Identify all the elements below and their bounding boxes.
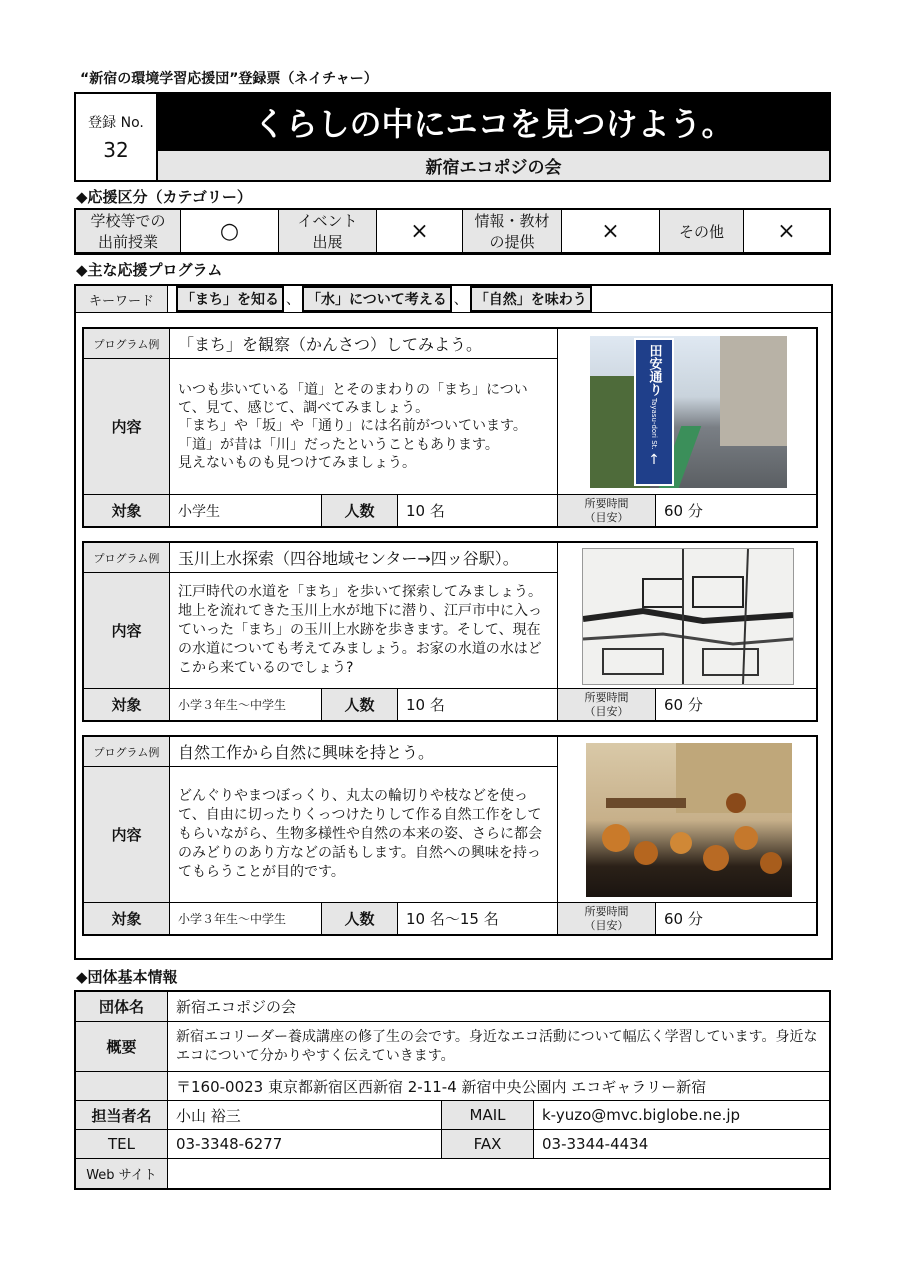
program-photo-cell bbox=[558, 543, 816, 689]
registration-label: 登録 No. bbox=[88, 115, 144, 131]
info-name-label: 団体名 bbox=[76, 992, 168, 1022]
program-time-label-line: 所要時間 bbox=[584, 905, 629, 919]
program-example-label: プログラム例 bbox=[84, 543, 170, 573]
program-content-label: 内容 bbox=[84, 573, 170, 689]
registration-number: 32 bbox=[103, 138, 129, 162]
info-address-label bbox=[76, 1072, 168, 1101]
category-mark-other: × bbox=[744, 210, 829, 253]
category-mark-info: × bbox=[562, 210, 660, 253]
info-mail-label: MAIL bbox=[442, 1101, 534, 1130]
program-time-label bbox=[558, 903, 656, 934]
info-address: 〒160-0023 東京都新宿区西新宿 2-11-4 新宿中央公園内 エコギャラリー新宿 bbox=[168, 1072, 829, 1101]
program-target: 小学３年生～中学生 bbox=[170, 903, 322, 934]
program-content-label: 内容 bbox=[84, 767, 170, 903]
category-label-line: 出展 bbox=[312, 233, 343, 251]
category-label-line: 出前授業 bbox=[97, 233, 158, 251]
info-web bbox=[168, 1159, 829, 1188]
program-time-label-line: （目安） bbox=[584, 510, 629, 524]
org-banner: 新宿エコポジの会 bbox=[158, 150, 829, 180]
category-label-line: の提供 bbox=[489, 233, 535, 251]
old-map-image bbox=[582, 548, 794, 685]
street-building bbox=[720, 336, 787, 446]
program-time-label bbox=[558, 495, 656, 526]
info-table bbox=[74, 990, 831, 1190]
info-tel: 03-3348-6277 bbox=[168, 1130, 442, 1159]
program-photo-cell bbox=[558, 737, 816, 903]
program-target-label: 対象 bbox=[84, 689, 170, 720]
info-tel-label: TEL bbox=[76, 1130, 168, 1159]
street-sign bbox=[634, 338, 674, 486]
program-time: 60 分 bbox=[664, 696, 703, 714]
program-content-label: 内容 bbox=[84, 359, 170, 495]
category-label-line: 情報・教材 bbox=[474, 212, 550, 230]
program-count-label: 人数 bbox=[322, 689, 398, 720]
street-photo bbox=[590, 336, 787, 488]
program-count-label: 人数 bbox=[322, 903, 398, 934]
category-label-other: その他 bbox=[660, 210, 744, 253]
street-sign-roman: Tayasu-dori St. bbox=[650, 398, 658, 450]
info-summary: 新宿エコリーダー養成講座の修了生の会です。身近なエコ活動について幅広く学習しています。身近なエコについて分かりやすく伝えていきます。 bbox=[168, 1022, 829, 1072]
info-summary-label: 概要 bbox=[76, 1022, 168, 1072]
program-target: 小学生 bbox=[170, 495, 322, 526]
info-fax-label: FAX bbox=[442, 1130, 534, 1159]
program-count: 10 名 bbox=[398, 689, 558, 720]
program-example-label: プログラム例 bbox=[84, 329, 170, 359]
program-content: いつも歩いている「道」とそのまわりの「まち」について、見て、感じて、調べてみましょう。 「まち」や「坂」や「通り」には名前がついています。 「道」が昔は「川」だったということもあります。 見えないものも見つけてみましょう。 bbox=[170, 359, 558, 495]
info-name: 新宿エコポジの会 bbox=[168, 992, 829, 1022]
program-count: 10 名～15 名 bbox=[398, 903, 558, 934]
category-mark-event: × bbox=[377, 210, 463, 253]
keyword-label: キーワード bbox=[76, 286, 168, 312]
program-target-label: 対象 bbox=[84, 903, 170, 934]
keyword-tag: 「水」について考える bbox=[302, 286, 452, 312]
category-label-line: 学校等での bbox=[90, 212, 166, 230]
keyword-row bbox=[76, 286, 831, 313]
page-title: くらしの中にエコを見つけよう。 bbox=[158, 94, 829, 150]
keyword-list bbox=[176, 288, 596, 310]
info-fax: 03-3344-4434 bbox=[534, 1130, 829, 1159]
acorn-craft-photo bbox=[586, 743, 792, 897]
category-table bbox=[74, 208, 831, 255]
category-mark-outreach: ○ bbox=[181, 210, 279, 253]
street-sign-name: 田安通り bbox=[646, 344, 662, 396]
program-content: どんぐりやまつぼっくり、丸太の輪切りや枝などを使って、自由に切ったりくっつけたりして作る自然工作をしてもらいながら、生物多様性や自然の本来の姿、さらに都会のみどりのあり方などの話もします。自然への興味を持ってもらうことが目的です。 bbox=[170, 767, 558, 903]
info-contact: 小山 裕三 bbox=[168, 1101, 442, 1130]
program-title: 「まち」を観察（かんさつ）してみよう。 bbox=[170, 329, 558, 359]
program-card bbox=[82, 735, 818, 936]
program-card bbox=[82, 327, 818, 528]
program-time: 60 分 bbox=[664, 910, 703, 928]
program-count-label: 人数 bbox=[322, 495, 398, 526]
category-label-info bbox=[463, 210, 562, 253]
info-contact-label: 担当者名 bbox=[76, 1101, 168, 1130]
registration-box bbox=[76, 94, 158, 180]
program-content: 江戸時代の水道を「まち」を歩いて探索してみましょう。地上を流れてきた玉川上水が地下に潜り、江戸市中に入っていった「まち」の玉川上水跡を歩きます。そして、現在の水道についても考えてみましょう。お家の水道の水はどこから来ているのでしょう? bbox=[170, 573, 558, 689]
keyword-tag: 「自然」を味わう bbox=[470, 286, 592, 312]
keyword-separator: 、 bbox=[286, 292, 300, 308]
acorn-craft-drawing bbox=[586, 743, 792, 897]
program-target: 小学３年生～中学生 bbox=[170, 689, 322, 720]
program-time-label-line: 所要時間 bbox=[584, 691, 629, 705]
category-label-line: イベント bbox=[297, 212, 358, 230]
program-example-label: プログラム例 bbox=[84, 737, 170, 767]
program-time: 60 分 bbox=[664, 502, 703, 520]
program-card bbox=[82, 541, 818, 722]
program-time-label-line: （目安） bbox=[584, 918, 629, 932]
keyword-separator: 、 bbox=[453, 292, 468, 308]
program-count: 10 名 bbox=[398, 495, 558, 526]
program-time-label-line: （目安） bbox=[584, 704, 629, 718]
info-mail: k-yuzo@mvc.biglobe.ne.jp bbox=[534, 1101, 829, 1130]
program-title: 玉川上水探索（四谷地域センター→四ッ谷駅）。 bbox=[170, 543, 558, 573]
program-time-label bbox=[558, 689, 656, 720]
arrow-up-icon: ↑ bbox=[648, 451, 660, 468]
category-label-event bbox=[279, 210, 377, 253]
program-title: 自然工作から自然に興味を持とう。 bbox=[170, 737, 558, 767]
category-heading: ◆応援区分（カテゴリー） bbox=[76, 188, 252, 206]
header-note: “新宿の環境学習応援団”登録票（ネイチャー） bbox=[80, 71, 378, 87]
program-time-label-line: 所要時間 bbox=[584, 497, 629, 511]
program-photo-cell bbox=[558, 329, 816, 495]
category-label-outreach bbox=[76, 210, 181, 253]
program-heading: ◆主な応援プログラム bbox=[76, 261, 223, 279]
info-web-label: Web サイト bbox=[76, 1159, 168, 1188]
program-target-label: 対象 bbox=[84, 495, 170, 526]
info-heading: ◆団体基本情報 bbox=[76, 968, 178, 986]
old-map-drawing bbox=[583, 549, 793, 684]
keyword-tag: 「まち」を知る bbox=[176, 286, 284, 312]
